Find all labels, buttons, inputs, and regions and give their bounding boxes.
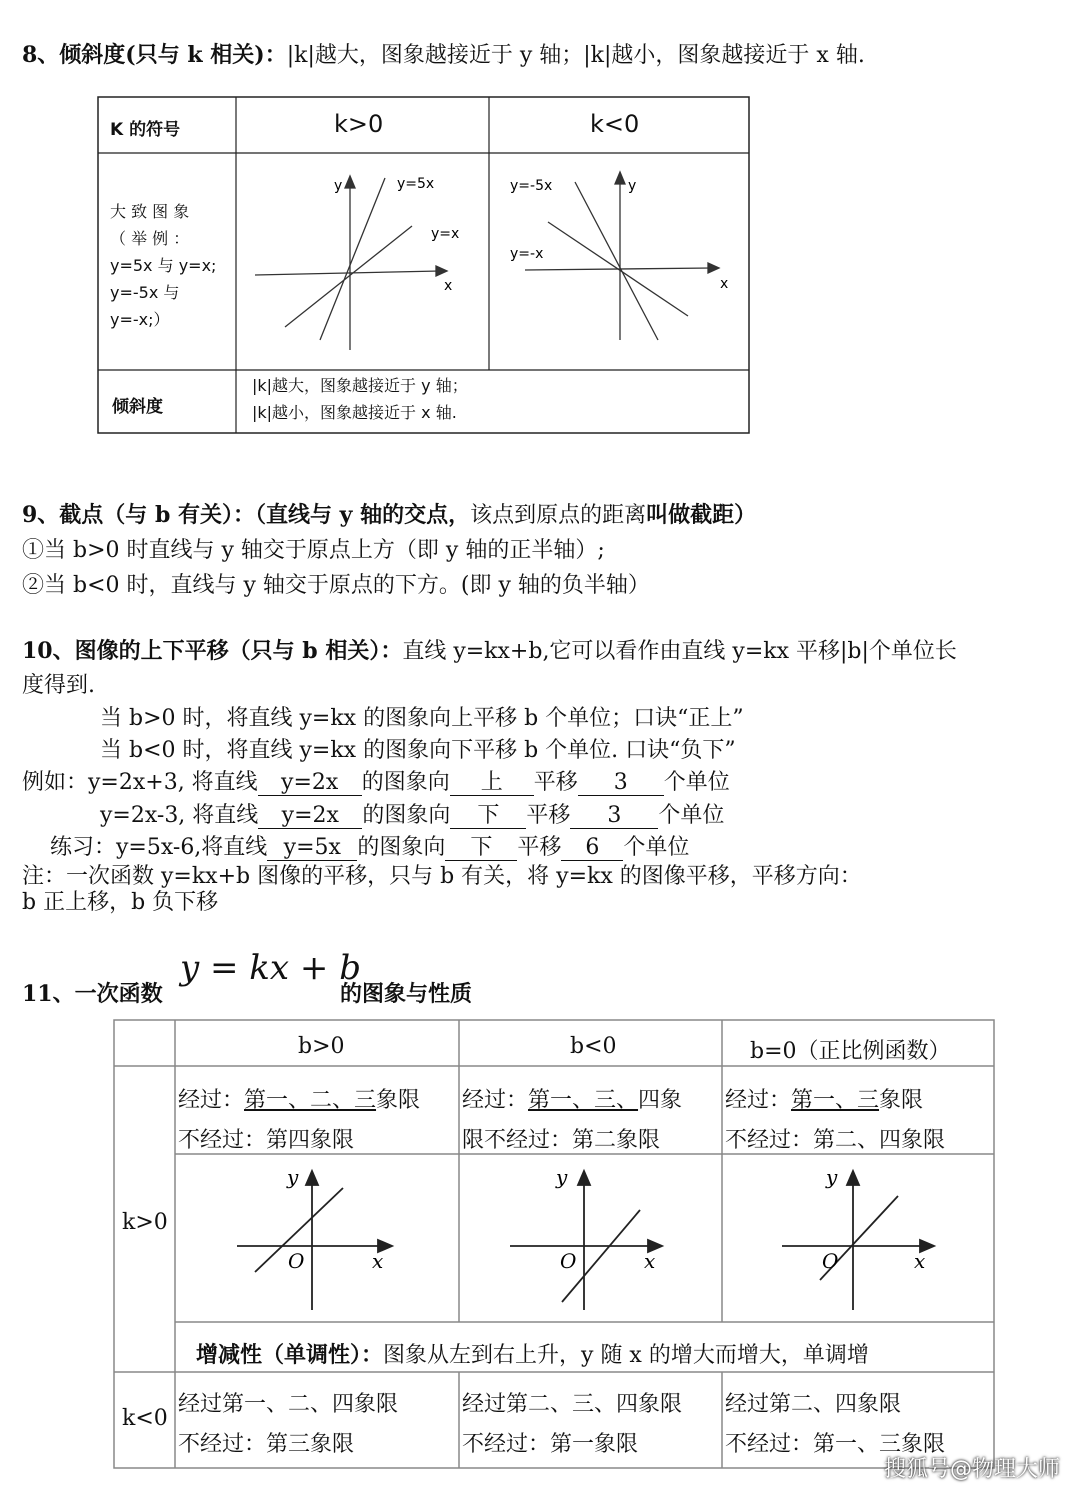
col-header-b-zero: b=0（正比例函数）: [750, 1039, 951, 1064]
graph-k-negative: [525, 172, 719, 340]
example-text: 练习：y=5x-6,将直线: [50, 835, 268, 860]
cell-text: 经过第一、二、四象限: [178, 1392, 399, 1417]
section-10-rule-2: 当 b<0 时，将直线 y=kx 的图象向下平移 b 个单位. 口诀“负下”: [100, 738, 736, 763]
cell-kpos-bzero: [725, 1081, 945, 1161]
example-text: 平移: [517, 835, 562, 860]
example-text: 的图象向: [357, 835, 446, 860]
slope-table-row1-label: [110, 198, 216, 333]
example-text: 的图象向: [361, 770, 450, 795]
cell-text: 不经过：第一、三象限: [725, 1432, 946, 1457]
example-blank: 6: [561, 836, 623, 861]
section-9-line-2: ②当 b<0 时，直线与 y 轴交于原点的下方。(即 y 轴的负半轴）: [22, 573, 650, 598]
row-label-k-negative: k<0: [122, 1406, 168, 1431]
graph2-origin-label: O: [560, 1249, 577, 1273]
section-9-heading: [22, 498, 756, 529]
y-axis-arrow-icon: [847, 1171, 859, 1185]
graph2-x-label: x: [644, 1249, 656, 1273]
graph-pos-line2-label: y=x: [431, 226, 460, 242]
graph1-x-label: x: [372, 1249, 384, 1273]
example-text: y=2x-3, 将直线: [100, 803, 259, 828]
graph-pos-x-label: x: [444, 278, 453, 294]
slope-table-header-pos: k>0: [334, 110, 384, 138]
cell-kpos-bpos: [178, 1081, 420, 1161]
graph-pos-y-label: y: [334, 178, 343, 194]
example-text: 个单位: [623, 835, 690, 860]
graph-neg-x-label: x: [720, 276, 729, 292]
section-10-heading: [22, 634, 957, 665]
example-blank: 下: [445, 836, 517, 861]
section-9-title: 9、截点（与 b 有关）：（直线与 y 轴的交点，: [22, 502, 471, 528]
slope-table-row2-label: 倾斜度: [112, 397, 163, 417]
row1-label-line: （ 举 例 ：: [110, 229, 190, 248]
graph3-x-label: x: [914, 1249, 926, 1273]
cell-text: 经过：: [725, 1088, 792, 1113]
y-axis-arrow-icon: [306, 1171, 318, 1185]
y-axis-arrow-icon: [345, 176, 355, 188]
cell-kpos-bneg: [462, 1081, 682, 1161]
example-1: [22, 765, 730, 796]
y-axis-arrow-icon: [615, 172, 625, 184]
section-11-formula: y = kx + b: [180, 948, 361, 988]
graph-neg-y-label: y: [628, 178, 637, 194]
example-text: 个单位: [663, 770, 730, 795]
col-header-b-positive: b>0: [298, 1034, 345, 1059]
example-text: 例如：y=2x+3, 将直线: [22, 770, 258, 795]
cell-text: 经过第二、三、四象限: [462, 1392, 683, 1417]
example-text: 平移: [526, 803, 571, 828]
monotonicity-text: 图象从左到右上升，y 随 x 的增大而增大，单调增: [383, 1343, 869, 1368]
graph-k-positive: [255, 176, 447, 350]
cell-text-underlined: 第一、三: [791, 1088, 880, 1113]
section-10-rule-1: 当 b>0 时，将直线 y=kx 的图象向上平移 b 个单位；口诀“正上”: [100, 706, 744, 731]
example-text: 平移: [533, 770, 578, 795]
example-2: [100, 798, 724, 829]
section-11-title: 11、一次函数: [22, 981, 163, 1007]
cell-kneg-bpos: [178, 1385, 398, 1465]
cell-text: 不经过：第一象限: [462, 1432, 639, 1457]
section-10-note-1: 注：一次函数 y=kx+b 图像的平移，只与 b 有关，将 y=kx 的图像平移，平移方向：: [22, 864, 862, 889]
graph-pos-line1-label: y=5x: [397, 176, 435, 192]
section-9-title-mid: 该点到原点的距离: [470, 503, 647, 528]
example-blank: 下: [450, 804, 526, 829]
example-blank: y=2x: [258, 771, 362, 796]
graph-b-zero: [782, 1171, 934, 1310]
example-blank: y=2x: [258, 804, 362, 829]
x-axis-arrow-icon: [708, 263, 719, 273]
graph1-origin-label: O: [288, 1249, 305, 1273]
section-8-title: 8、倾斜度(只与 k 相关)：: [22, 42, 287, 68]
cell-text: 经过：: [178, 1088, 245, 1113]
cell-text-underlined: 第一、二、三: [244, 1088, 377, 1113]
cell-text: 四象: [638, 1088, 683, 1113]
cell-text-underlined: 第一、三、: [528, 1088, 639, 1113]
graph-neg-line2-label: y=-x: [510, 246, 544, 262]
section-10-title-cont: 度得到.: [22, 673, 95, 698]
cell-text: 不经过：第四象限: [178, 1128, 355, 1153]
example-blank: 3: [578, 771, 664, 796]
section-8-title-rest: |k|越大，图象越接近于 y 轴；|k|越小，图象越接近于 x 轴.: [286, 43, 865, 68]
cell-text: 不经过：第二、四象限: [725, 1128, 946, 1153]
graph1-y-label: y: [287, 1165, 299, 1189]
cell-text: 限不经过：第二象限: [462, 1128, 661, 1153]
section-9-line-1: ①当 b>0 时直线与 y 轴交于原点上方（即 y 轴的正半轴）;: [22, 538, 605, 563]
section-10-note-2: b 正上移，b 负下移: [22, 890, 219, 915]
row1-label-line: 大 致 图 象: [110, 202, 190, 221]
row1-label-line: y=-x;）: [110, 310, 170, 329]
cell-text: 象限: [376, 1088, 421, 1113]
row2-text-line: |k|越大，图象越接近于 y 轴；: [252, 376, 468, 395]
line-y-neg-5x: [575, 182, 658, 340]
section-9-title-end: 叫做截距）: [646, 502, 757, 528]
slope-table-row2-text: [252, 372, 468, 426]
graph3-origin-label: O: [822, 1249, 839, 1273]
cell-text: 经过：: [462, 1088, 529, 1113]
x-axis-arrow-icon: [436, 266, 447, 276]
y-axis-arrow-icon: [578, 1171, 590, 1185]
row-label-k-positive: k>0: [122, 1210, 168, 1235]
section-10-title-rest: 直线 y=kx+b,它可以看作由直线 y=kx 平移|b|个单位长: [402, 639, 957, 664]
row1-label-line: y=5x 与 y=x;: [110, 256, 217, 275]
example-blank: 3: [570, 804, 658, 829]
graph-b-negative: [510, 1171, 662, 1310]
example-text: 的图象向: [362, 803, 451, 828]
example-text: 个单位: [658, 803, 725, 828]
row1-label-line: y=-5x 与: [110, 283, 180, 302]
cell-text: 经过第二、四象限: [725, 1392, 902, 1417]
section-10-title: 10、图像的上下平移（只与 b 相关）：: [22, 638, 403, 664]
graph3-y-label: y: [826, 1165, 838, 1189]
slope-table-header-neg: k<0: [590, 110, 640, 138]
graph-b-positive: [237, 1171, 392, 1310]
row2-text-line: |k|越小，图象越接近于 x 轴.: [252, 403, 457, 422]
practice: [50, 830, 689, 861]
cell-text: 象限: [879, 1088, 924, 1113]
col-header-b-negative: b<0: [570, 1034, 617, 1059]
watermark: 搜狐号@物理大师: [884, 1457, 1061, 1482]
example-blank: 上: [450, 771, 534, 796]
section-11-title-post: 的图象与性质: [340, 981, 473, 1007]
graph-neg-line1-label: y=-5x: [510, 178, 553, 194]
monotonicity-label: 增减性（单调性）：: [196, 1342, 384, 1368]
graph2-y-label: y: [556, 1165, 568, 1189]
line-y-5x: [320, 178, 385, 340]
line-y-x: [285, 226, 412, 327]
monotonicity-row: [196, 1338, 869, 1369]
example-blank: y=5x: [267, 836, 357, 861]
cell-kneg-bneg: [462, 1385, 682, 1465]
cell-text: 不经过：第三象限: [178, 1432, 355, 1457]
slope-table-header-label: K 的符号: [110, 120, 181, 140]
